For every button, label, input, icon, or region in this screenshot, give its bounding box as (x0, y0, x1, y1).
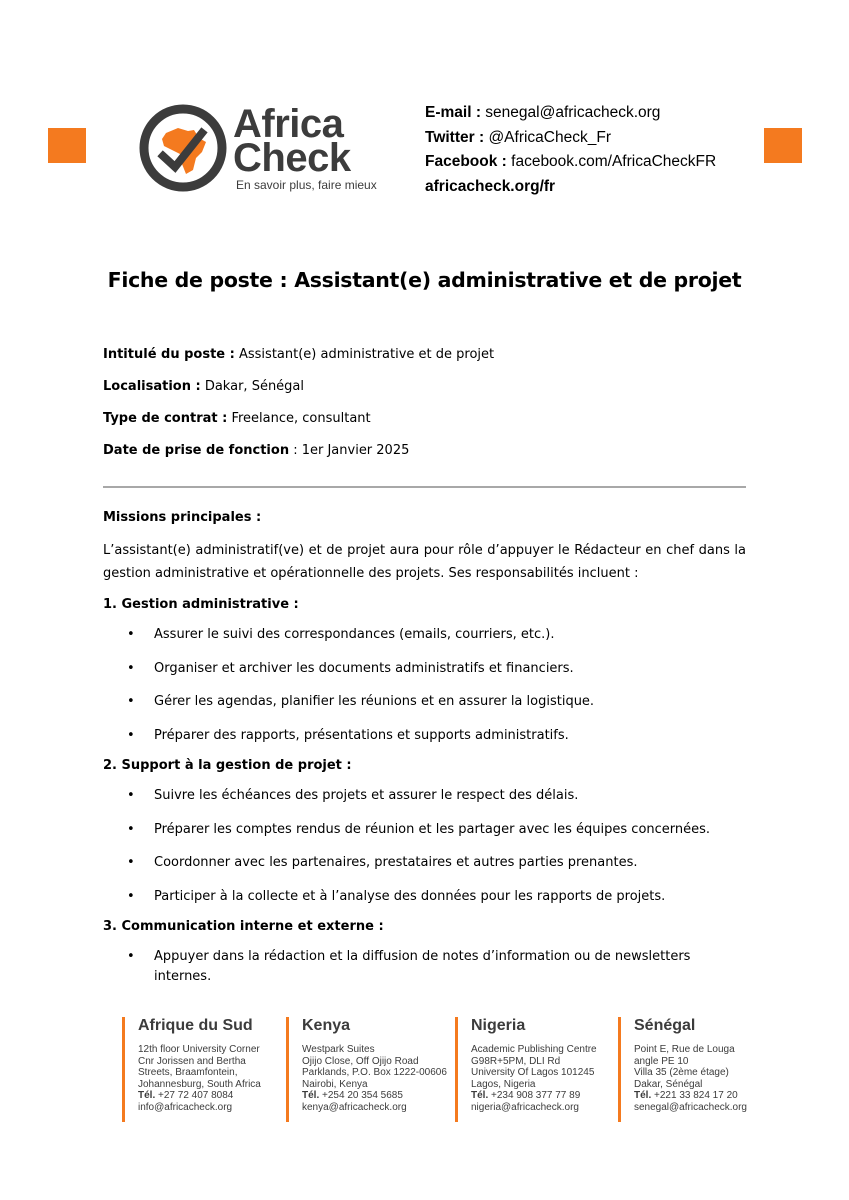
office-email[interactable]: nigeria@africacheck.org (471, 1102, 579, 1113)
job-info (103, 345, 746, 473)
header-contacts (425, 101, 716, 199)
tel-number: +254 20 354 5685 (319, 1090, 403, 1101)
office-email[interactable]: kenya@africacheck.org (302, 1102, 407, 1113)
office-country: Afrique du Sud (138, 1017, 253, 1034)
email-link[interactable]: senegal@africacheck.org (485, 104, 661, 121)
info-value: : 1er Janvier 2025 (289, 443, 410, 458)
list-item: • Organiser et archiver les documents administratifs et financiers. (103, 659, 746, 693)
tel-number: +221 33 824 17 20 (651, 1090, 738, 1101)
office-country: Sénégal (634, 1017, 696, 1034)
office-country: Nigeria (471, 1017, 526, 1034)
contact-email (425, 101, 716, 126)
info-row-location (103, 377, 746, 409)
tel-label: Tél. (634, 1090, 652, 1101)
divider (103, 486, 746, 488)
logo-tagline: En savoir plus, faire mieux (236, 178, 377, 192)
facebook-link[interactable]: facebook.com/AfricaCheckFR (511, 153, 717, 170)
missions-intro: L’assistant(e) administratif(ve) et de projet aura pour rôle d’appuyer le Rédacteur en chef dans la gestion administrative et opérationnelle des projets. Ses responsabilités incluent : (103, 543, 746, 581)
logo-word-africa: Africa (233, 102, 344, 146)
info-label: Date de prise de fonction (103, 443, 290, 458)
footer-offices (0, 1017, 849, 1127)
list-item: • Suivre les échéances des projets et assurer le respect des délais. (103, 786, 746, 820)
section-title: 1. Gestion administrative : (103, 597, 299, 612)
africa-check-emblem-icon (136, 100, 232, 196)
bullet-list (103, 947, 746, 984)
tel-number: +234 908 377 77 89 (488, 1090, 581, 1101)
info-label: Localisation : (103, 379, 201, 394)
tel-label: Tél. (138, 1090, 156, 1101)
info-row-title (103, 345, 746, 377)
tel-label: Tél. (302, 1090, 320, 1101)
contact-label: Facebook : (425, 153, 507, 170)
office-country: Kenya (302, 1017, 351, 1034)
office-senegal (618, 1017, 747, 1122)
office-email[interactable]: senegal@africacheck.org (634, 1102, 747, 1113)
office-phone (302, 1090, 447, 1102)
africa-check-logo (136, 100, 376, 196)
office-address: Westpark Suites Ojijo Close, Off Ojijo Road Parklands, P.O. Box 1222-00606 Nairobi, Kenya (302, 1044, 447, 1090)
office-address: Point E, Rue de Louga angle PE 10 Villa 35 (2ème étage) Dakar, Sénégal (634, 1044, 735, 1090)
list-item: • Préparer les comptes rendus de réunion et les partager avec les équipes concernées. (103, 820, 746, 854)
office-nigeria (455, 1017, 597, 1122)
info-value: Freelance, consultant (227, 411, 371, 426)
office-email[interactable]: info@africacheck.org (138, 1102, 233, 1113)
list-item: • Assurer le suivi des correspondances (emails, courriers, etc.). (103, 625, 746, 659)
section-title: 3. Communication interne et externe : (103, 919, 384, 934)
info-row-start-date (103, 441, 746, 473)
bullet-list (103, 786, 746, 920)
orange-square-right (764, 128, 802, 163)
info-value: Dakar, Sénégal (200, 379, 305, 394)
twitter-link[interactable]: @AfricaCheck_Fr (488, 128, 611, 146)
missions-heading: Missions principales : (103, 510, 262, 525)
office-address: 12th floor University Corner Cnr Jorissen and Bertha Streets, Braamfontein, Johannesburg, South Africa (138, 1044, 261, 1090)
tel-number: +27 72 407 8084 (155, 1090, 234, 1101)
page-title: Fiche de poste : Assistant(e) administrative et de projet (107, 268, 742, 292)
office-phone (138, 1090, 261, 1102)
office-kenya (286, 1017, 447, 1122)
bullet-list (103, 625, 746, 759)
contact-facebook (425, 150, 716, 175)
missions-section (103, 508, 746, 984)
list-item: • Préparer des rapports, présentations et supports administratifs. (103, 726, 746, 760)
office-south-africa (122, 1017, 261, 1122)
contact-label: E-mail : (425, 104, 481, 121)
info-label: Intitulé du poste : (103, 347, 235, 362)
website-link[interactable]: africacheck.org/fr (425, 177, 556, 195)
office-phone (471, 1090, 597, 1102)
list-item: • Coordonner avec les partenaires, prestataires et autres parties prenantes. (103, 853, 746, 887)
orange-square-left (48, 128, 86, 163)
tel-label: Tél. (471, 1090, 489, 1101)
info-row-contract (103, 409, 746, 441)
logo-word-check: Check (233, 136, 351, 180)
list-item: • Participer à la collecte et à l’analyse des données pour les rapports de projets. (103, 887, 746, 921)
contact-twitter (425, 126, 716, 151)
info-value: Assistant(e) administrative et de projet (234, 347, 495, 362)
contact-label: Twitter : (425, 128, 485, 146)
list-item: • Gérer les agendas, planifier les réunions et en assurer la logistique. (103, 692, 746, 726)
section-title: 2. Support à la gestion de projet : (103, 758, 352, 773)
office-address: Academic Publishing Centre G98R+5PM, DLI Rd University Of Lagos 101245 Lagos, Nigeria (471, 1044, 597, 1090)
office-phone (634, 1090, 747, 1102)
info-label: Type de contrat : (103, 411, 228, 426)
list-item: • Appuyer dans la rédaction et la diffusion de notes d’information ou de newsletters internes. (103, 947, 746, 981)
